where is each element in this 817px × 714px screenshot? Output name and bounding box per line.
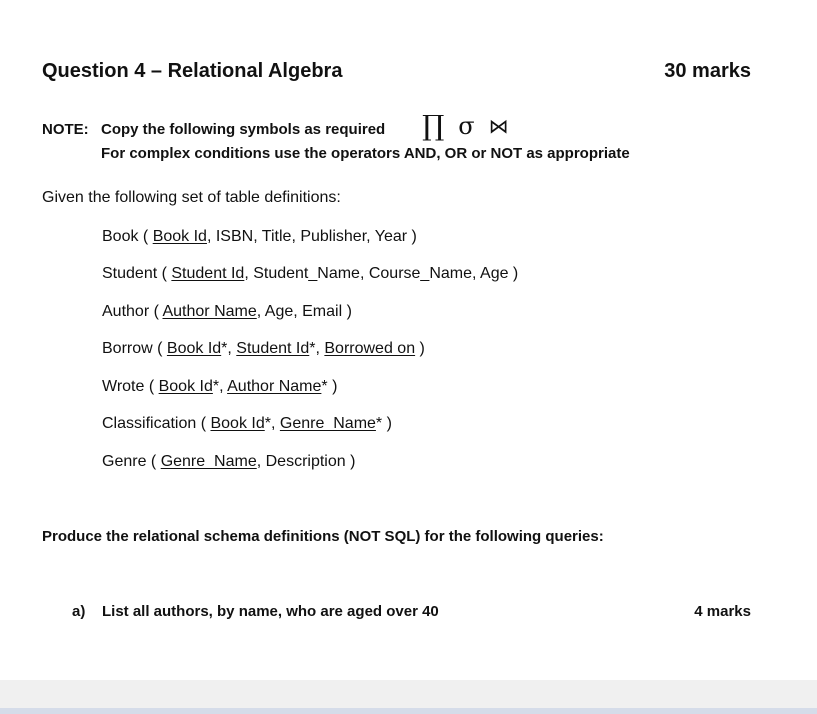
- table-definition: Author ( Author Name, Age, Email ): [102, 303, 352, 320]
- field-name: Genre_Name: [279, 415, 376, 432]
- field-name: Author Name: [162, 303, 257, 320]
- table-name: Wrote: [102, 378, 145, 395]
- selection-symbol: σ: [458, 112, 475, 140]
- field-name: Book Id: [158, 378, 213, 395]
- table-definition: Borrow ( Book Id*, Student Id*, Borrowed on ): [102, 340, 425, 357]
- total-marks: 30 marks: [664, 60, 751, 82]
- field-name: Borrowed on: [324, 340, 416, 357]
- join-symbol: ⋈: [488, 114, 509, 138]
- field-name: Age: [264, 303, 294, 320]
- instructions-heading: Produce the relational schema definitions (NOT SQL) for the following queries:: [42, 528, 604, 545]
- question-label: a): [72, 603, 86, 620]
- table-name: Classification: [102, 415, 197, 432]
- window-bottom-bar: [0, 680, 817, 714]
- note-label: NOTE:: [42, 121, 89, 138]
- table-definition: Classification ( Book Id*, Genre_Name* ): [102, 415, 392, 432]
- field-name: Book Id: [210, 415, 265, 432]
- field-name: Year: [374, 228, 408, 245]
- field-name: Title: [261, 228, 292, 245]
- note-instruction: Copy the following symbols as required: [101, 121, 386, 138]
- table-definition: Wrote ( Book Id*, Author Name* ): [102, 378, 338, 395]
- question-title: Question 4 – Relational Algebra: [42, 60, 343, 82]
- symbol-list: [422, 111, 509, 141]
- field-name: Age: [480, 265, 509, 282]
- field-name: Email: [302, 303, 343, 320]
- question-text: List all authors, by name, who are aged over 40: [102, 603, 439, 620]
- intro-text: Given the following set of table definitions:: [42, 189, 341, 206]
- field-name: Student Id: [171, 265, 245, 282]
- question-marks: 4 marks: [694, 603, 751, 620]
- table-name: Author: [102, 303, 150, 320]
- field-name: Student Id: [236, 340, 310, 357]
- field-name: Book Id: [152, 228, 207, 245]
- table-definition: Student ( Student Id, Student_Name, Course_Name, Age ): [102, 265, 519, 282]
- field-name: Author Name: [227, 378, 322, 395]
- field-name: Student_Name: [253, 265, 360, 282]
- field-name: Description: [265, 453, 346, 470]
- table-name: Book: [102, 228, 139, 245]
- note-operators: For complex conditions use the operators AND, OR or NOT as appropriate: [101, 145, 630, 162]
- table-definition: Book ( Book Id, ISBN, Title, Publisher, Year ): [102, 228, 417, 245]
- projection-symbol: ∏: [422, 109, 445, 142]
- table-name: Student: [102, 265, 158, 282]
- field-name: Publisher: [300, 228, 367, 245]
- table-name: Borrow: [102, 340, 153, 357]
- table-name: Genre: [102, 453, 147, 470]
- field-name: Genre_Name: [160, 453, 257, 470]
- field-name: Course_Name: [368, 265, 472, 282]
- field-name: Book Id: [166, 340, 222, 357]
- field-name: ISBN: [215, 228, 254, 245]
- table-definition: Genre ( Genre_Name, Description ): [102, 453, 356, 470]
